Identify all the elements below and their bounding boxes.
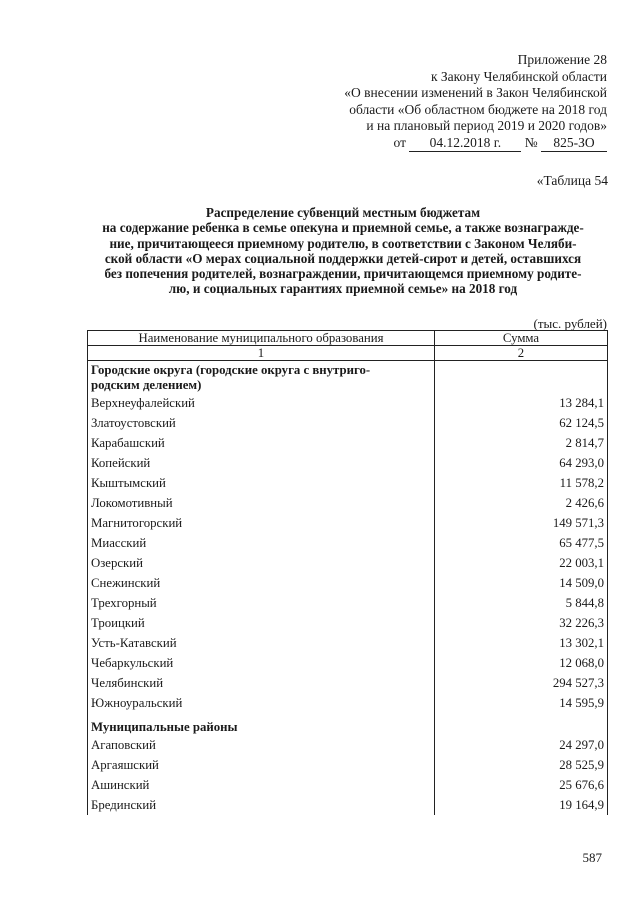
table-row xyxy=(88,593,608,613)
title-line: без попечения родителей, вознаграждении, причитающемся приемному родите- xyxy=(104,266,582,282)
group-label: Муниципальные районы xyxy=(88,713,435,735)
law-number: 825-ЗО xyxy=(541,135,607,153)
units-label: (тыс. рублей) xyxy=(533,316,607,331)
appendix-line: «О внесении изменений в Закон Челябинской xyxy=(344,85,607,100)
table-row xyxy=(88,795,608,815)
column-number-row xyxy=(88,346,608,361)
title-line: ской области «О мерах социальной поддержки детей-сирот и детей, оставшихся xyxy=(104,250,582,266)
appendix-line: к Закону Челябинской области xyxy=(430,68,607,84)
appendix-line: области «Об областном бюджете на 2018 год xyxy=(349,101,607,117)
table-row xyxy=(88,755,608,775)
table-row xyxy=(88,673,608,693)
table-header-row xyxy=(88,331,608,346)
column-number: 1 xyxy=(88,346,435,361)
table-row xyxy=(88,453,608,473)
table-body xyxy=(88,361,608,816)
municipality-name: Кыштымский xyxy=(88,473,435,493)
municipality-name: Усть-Катавский xyxy=(88,633,435,653)
title-line: на содержание ребенка в семье опекуна и приемной семье, а также вознагражде- xyxy=(102,220,584,236)
document-title xyxy=(78,205,608,297)
table-row xyxy=(88,513,608,533)
table-row xyxy=(88,473,608,493)
table-row xyxy=(88,493,608,513)
table-row xyxy=(88,533,608,553)
law-date: 04.12.2018 г. xyxy=(409,135,521,153)
table-row xyxy=(88,633,608,653)
table-row xyxy=(88,613,608,633)
column-header-amount: Сумма xyxy=(435,331,608,346)
table-row xyxy=(88,653,608,673)
table-row xyxy=(88,413,608,433)
subvention-amount: 11 578,2 xyxy=(435,473,608,493)
subvention-amount: 24 297,0 xyxy=(435,735,608,755)
municipality-name: Златоустовский xyxy=(88,413,435,433)
subvention-amount: 32 226,3 xyxy=(435,613,608,633)
municipality-name: Трехгорный xyxy=(88,593,435,613)
law-date-line xyxy=(277,135,607,153)
municipality-name: Копейский xyxy=(88,453,435,473)
municipality-name: Троицкий xyxy=(88,613,435,633)
subvention-table xyxy=(87,330,608,815)
subvention-amount: 19 164,9 xyxy=(435,795,608,815)
subvention-amount: 64 293,0 xyxy=(435,453,608,473)
subvention-amount: 149 571,3 xyxy=(435,513,608,533)
table-row xyxy=(88,775,608,795)
subvention-amount: 294 527,3 xyxy=(435,673,608,693)
subvention-amount: 22 003,1 xyxy=(435,553,608,573)
subvention-amount: 65 477,5 xyxy=(435,533,608,553)
municipality-name: Магнитогорский xyxy=(88,513,435,533)
municipality-name: Агаповский xyxy=(88,735,435,755)
column-number: 2 xyxy=(435,346,608,361)
page-number: 587 xyxy=(582,850,602,865)
municipality-name: Озерский xyxy=(88,553,435,573)
number-sign: № xyxy=(524,134,538,150)
municipality-name: Ашинский xyxy=(88,775,435,795)
group-row-urban-districts xyxy=(88,361,608,394)
table-row xyxy=(88,553,608,573)
table-row xyxy=(88,735,608,755)
title-line: ние, причитающееся приемному родителю, в соответствии с Законом Челяби- xyxy=(109,235,577,251)
table-reference: «Таблица 54 xyxy=(536,173,608,188)
column-header-name: Наименование муниципального образования xyxy=(88,331,435,346)
appendix-line: Приложение 28 xyxy=(517,52,607,67)
table-row xyxy=(88,693,608,713)
municipality-name: Брединский xyxy=(88,795,435,815)
group-label-line: родским делением) xyxy=(91,378,202,392)
subvention-amount: 2 814,7 xyxy=(435,433,608,453)
subvention-amount: 12 068,0 xyxy=(435,653,608,673)
subvention-amount: 62 124,5 xyxy=(435,413,608,433)
appendix-line: и на плановый период 2019 и 2020 годов» xyxy=(366,118,607,133)
subvention-amount: 14 509,0 xyxy=(435,573,608,593)
subvention-amount: 5 844,8 xyxy=(435,593,608,613)
municipality-name: Чебаркульский xyxy=(88,653,435,673)
group-amount-empty xyxy=(435,361,608,394)
municipality-name: Снежинский xyxy=(88,573,435,593)
subvention-amount: 2 426,6 xyxy=(435,493,608,513)
title-line: Распределение субвенций местным бюджетам xyxy=(205,205,481,220)
subvention-amount: 13 284,1 xyxy=(435,393,608,413)
subvention-amount: 13 302,1 xyxy=(435,633,608,653)
municipality-name: Челябинский xyxy=(88,673,435,693)
group-label-line: Городские округа (городские округа с внутриго- xyxy=(91,363,371,377)
table-row xyxy=(88,573,608,593)
municipality-name: Карабашский xyxy=(88,433,435,453)
date-prefix: от xyxy=(393,134,406,150)
municipality-name: Миасский xyxy=(88,533,435,553)
municipality-name: Южноуральский xyxy=(88,693,435,713)
municipality-name: Аргаяшский xyxy=(88,755,435,775)
group-amount-empty xyxy=(435,713,608,735)
table-row xyxy=(88,433,608,453)
municipality-name: Локомотивный xyxy=(88,493,435,513)
group-label xyxy=(88,361,435,394)
group-row-municipal-districts xyxy=(88,713,608,735)
municipality-name: Верхнеуфалейский xyxy=(88,393,435,413)
table-row xyxy=(88,393,608,413)
title-line: лю, и социальных гарантиях приемной семье» на 2018 год xyxy=(168,281,518,297)
appendix-header xyxy=(277,52,607,152)
subvention-amount: 28 525,9 xyxy=(435,755,608,775)
subvention-amount: 14 595,9 xyxy=(435,693,608,713)
subvention-amount: 25 676,6 xyxy=(435,775,608,795)
